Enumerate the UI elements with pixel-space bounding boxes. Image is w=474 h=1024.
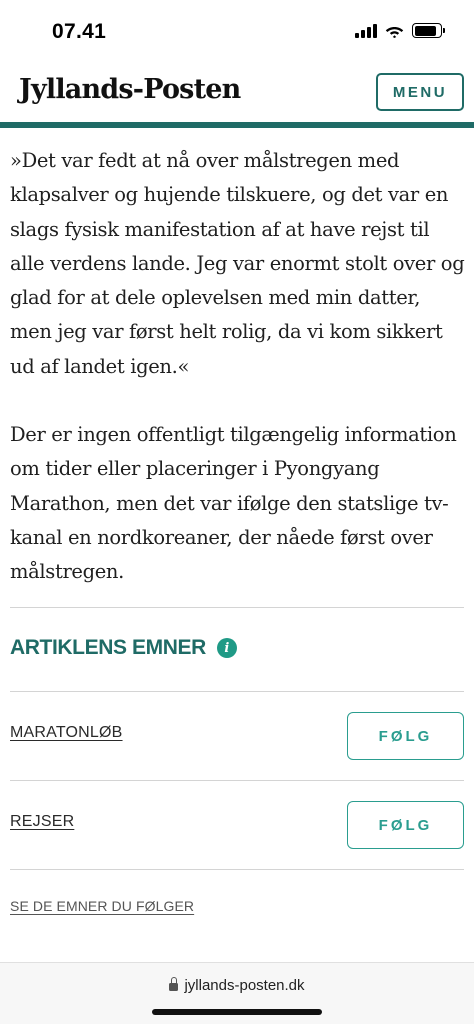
site-logo[interactable]: Jyllands-Posten [19, 74, 241, 105]
signal-icon [355, 24, 377, 38]
topics-heading [10, 636, 237, 660]
topic-row-maratonlob [10, 692, 464, 780]
topic-link-rejser[interactable]: REJSER [10, 813, 75, 830]
status-time: 07.41 [52, 20, 107, 43]
topic-link-maratonlob[interactable]: MARATONLØB [10, 724, 123, 741]
status-bar [0, 0, 474, 62]
home-indicator[interactable] [152, 1009, 322, 1015]
lock-icon [169, 982, 178, 993]
status-icons [355, 23, 442, 38]
article-body [10, 144, 465, 624]
wifi-icon [385, 24, 404, 38]
divider [10, 869, 464, 870]
battery-fill [415, 26, 436, 36]
info-icon[interactable]: i [217, 638, 237, 658]
article-paragraph: Der er ingen offentligt tilgængelig information om tider eller placeringer i Pyongyang Marathon, men det var ifølge den statslige tv-kanal en nordkoreaner, der nåede først over målstregen. [10, 423, 457, 584]
battery-icon [412, 23, 442, 38]
url-text: jyllands-posten.dk [184, 977, 305, 994]
follow-button-rejser[interactable]: FØLG [347, 801, 464, 849]
url-display[interactable] [0, 977, 474, 994]
browser-url-bar[interactable] [0, 962, 474, 1024]
follow-button-maratonlob[interactable]: FØLG [347, 712, 464, 760]
menu-button[interactable]: MENU [376, 73, 464, 111]
site-header [0, 62, 474, 128]
divider [10, 607, 464, 608]
see-followed-topics-link[interactable]: SE DE EMNER DU FØLGER [10, 898, 195, 914]
topic-row-rejser [10, 781, 464, 869]
article-paragraph: »Det var fedt at nå over målstregen med klapsalver og hujende tilskuere, og det var en slags fysisk manifestation af at have rejst til alle verdens lande. Jeg var enormt stolt over og glad for at dele oplevelsen med min datter, men jeg var først helt rolig, da vi kom sikkert ud af landet igen.« [10, 149, 465, 378]
topics-title: ARTIKLENS EMNER [10, 636, 206, 659]
